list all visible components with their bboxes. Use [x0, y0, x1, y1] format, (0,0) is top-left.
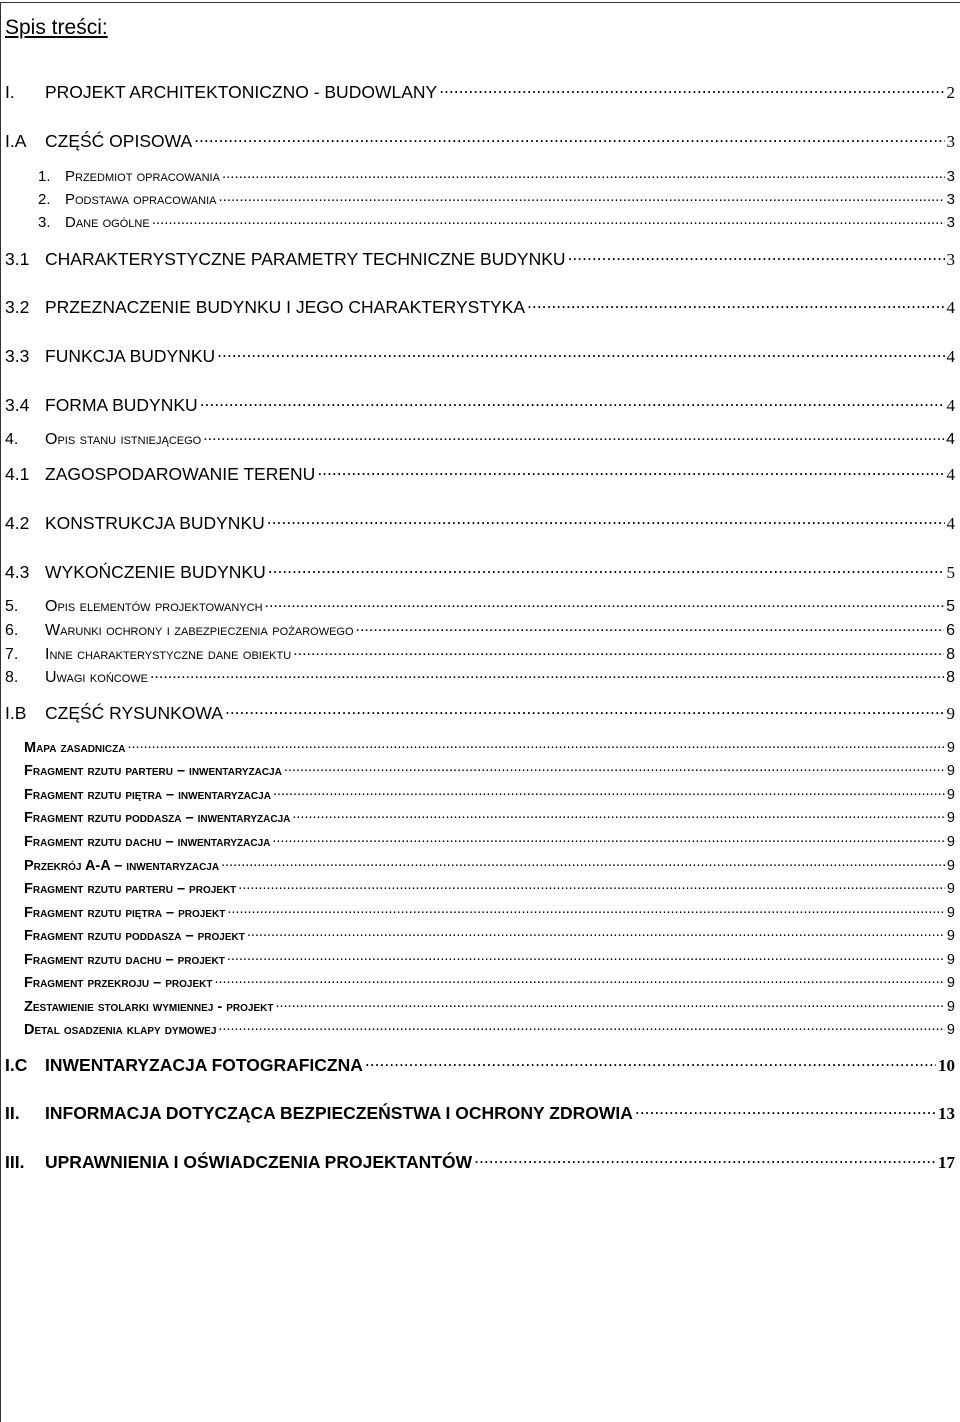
entry-text: Uwagi końcowe	[45, 669, 148, 686]
entry-text: Fragment rzutu dachu – inwentaryzacja	[24, 833, 271, 850]
entry-number: 5.	[5, 598, 19, 615]
dot-leader	[265, 595, 945, 611]
entry-text: Fragment rzutu piętra – projekt	[24, 904, 226, 921]
entry-page: 3	[946, 214, 955, 231]
dot-leader	[275, 996, 944, 1011]
dot-leader	[194, 129, 944, 147]
toc-title: Spis treści:	[5, 16, 108, 39]
dot-leader	[217, 344, 944, 362]
entry-page: 9	[946, 880, 955, 897]
toc-entry[interactable]	[38, 212, 955, 231]
entry-text: CZĘŚĆ RYSUNKOWA	[45, 702, 223, 723]
toc-entry[interactable]	[5, 511, 955, 534]
entry-page: 9	[946, 703, 955, 723]
entry-number: 8.	[5, 669, 19, 686]
entry-page: 3	[946, 249, 955, 269]
toc-entry[interactable]	[24, 949, 955, 968]
dot-leader	[527, 295, 944, 313]
dot-leader	[225, 701, 945, 719]
dot-leader	[293, 643, 944, 659]
entry-text: ZAGOSPODAROWANIE TERENU	[45, 463, 316, 484]
entry-number: II.	[5, 1102, 20, 1123]
entry-number: 4.1	[5, 463, 30, 484]
entry-text: Opis stanu istniejącego	[45, 431, 202, 448]
dot-leader	[222, 166, 945, 181]
entry-text: KONSTRUKCJA BUDYNKU	[45, 512, 265, 533]
entry-page: 9	[946, 1021, 955, 1038]
entry-text: Fragment rzutu poddasza – projekt	[24, 927, 245, 944]
dot-leader	[214, 972, 944, 987]
entry-page: 9	[946, 904, 955, 921]
entry-text: Przekrój A-A – inwentaryzacja	[24, 857, 220, 874]
entry-number: 3.2	[5, 296, 30, 317]
entry-number: I.B	[5, 702, 27, 723]
toc-entry[interactable]	[24, 902, 955, 921]
entry-text: Fragment przekroju – projekt	[24, 974, 213, 991]
dot-leader	[203, 428, 944, 444]
toc-entry[interactable]	[5, 666, 955, 687]
dot-leader	[272, 831, 945, 846]
toc-entry[interactable]	[5, 643, 955, 664]
dot-leader	[356, 619, 945, 635]
entry-page: 3	[946, 168, 955, 185]
entry-number: 3.1	[5, 248, 30, 269]
entry-page: 5	[946, 562, 955, 582]
toc-entry[interactable]	[5, 1150, 955, 1173]
entry-number: 1.	[38, 168, 51, 185]
dot-leader	[150, 666, 944, 682]
toc-entry[interactable]	[5, 619, 955, 640]
toc-entry[interactable]	[24, 760, 955, 779]
toc-entry[interactable]	[5, 344, 955, 367]
entry-text: Fragment rzutu dachu – projekt	[24, 951, 225, 968]
entry-number: 3.4	[5, 394, 30, 415]
entry-page: 10	[938, 1055, 955, 1075]
entry-text: Opis elementów projektowanych	[45, 598, 263, 615]
toc-entry[interactable]	[24, 855, 955, 874]
entry-text: Detal osadzenia klapy dymowej	[24, 1021, 217, 1038]
dot-leader	[284, 760, 945, 775]
dot-leader	[317, 462, 944, 480]
entry-number: 3.	[38, 214, 51, 231]
entry-text: Dane ogólne	[65, 214, 150, 231]
entry-page: 5	[946, 598, 955, 615]
toc-entry[interactable]	[24, 925, 955, 944]
dot-leader	[273, 784, 945, 799]
toc-entry[interactable]	[5, 129, 955, 152]
entry-text: INFORMACJA DOTYCZĄCA BEZPIECZEŃSTWA I OCHRONY ZDROWIA	[45, 1102, 633, 1123]
dot-leader	[200, 393, 945, 411]
entry-text: Zestawienie stolarki wymiennej - projekt	[24, 998, 274, 1015]
entry-text: Fragment rzutu parteru – inwentaryzacja	[24, 762, 282, 779]
dot-leader	[227, 902, 945, 917]
entry-page: 4	[946, 346, 955, 366]
entry-page: 4	[946, 464, 955, 484]
dot-leader	[439, 80, 944, 98]
entry-text: Mapa zasadnicza	[24, 739, 126, 756]
entry-text: FORMA BUDYNKU	[45, 394, 198, 415]
dot-leader	[221, 855, 945, 870]
toc-entry[interactable]	[38, 189, 955, 208]
toc-entry[interactable]	[5, 701, 955, 724]
toc-entry[interactable]	[24, 972, 955, 991]
entry-text: FUNKCJA BUDYNKU	[45, 345, 216, 366]
toc-entry[interactable]	[5, 393, 955, 416]
entry-number: I.C	[5, 1054, 28, 1075]
toc-entry[interactable]	[5, 1053, 955, 1076]
entry-page: 3	[946, 191, 955, 208]
toc-entry[interactable]	[5, 462, 955, 485]
entry-text: Warunki ochrony i zabezpieczenia pożarowego	[45, 622, 354, 639]
toc-entry[interactable]	[5, 295, 955, 318]
entry-number: 6.	[5, 622, 19, 639]
entry-number: 3.3	[5, 345, 30, 366]
entry-number: 2.	[38, 191, 51, 208]
entry-page: 9	[946, 998, 955, 1015]
entry-text: PRZEZNACZENIE BUDYNKU I JEGO CHARAKTERYSTYKA	[45, 296, 526, 317]
entry-page: 4	[946, 395, 955, 415]
entry-page: 4	[946, 431, 955, 448]
entry-page: 13	[938, 1103, 955, 1123]
entry-page: 9	[946, 786, 955, 803]
dot-leader	[152, 212, 945, 227]
toc-entry[interactable]	[24, 784, 955, 803]
toc-entry[interactable]	[5, 560, 955, 583]
entry-number: III.	[5, 1151, 25, 1172]
entry-text: CHARAKTERYSTYCZNE PARAMETRY TECHNICZNE BUDYNKU	[45, 248, 566, 269]
entry-page: 9	[946, 857, 955, 874]
dot-leader	[268, 560, 945, 578]
entry-page: 8	[946, 646, 955, 663]
entry-text: CZĘŚĆ OPISOWA	[45, 130, 193, 151]
toc-entry[interactable]	[24, 878, 955, 897]
toc-entry[interactable]	[38, 166, 955, 185]
entry-text: Fragment rzutu piętra – inwentaryzacja	[24, 786, 271, 803]
entry-text: UPRAWNIENIA I OŚWIADCZENIA PROJEKTANTÓW	[45, 1151, 473, 1172]
entry-page: 2	[946, 82, 955, 102]
dot-leader	[127, 737, 944, 752]
dot-leader	[267, 511, 945, 529]
entry-text: Przedmiot opracowania	[65, 168, 220, 185]
toc-entry[interactable]	[5, 80, 955, 103]
toc-entry[interactable]	[5, 428, 955, 449]
dot-leader	[238, 878, 945, 893]
entry-page: 3	[946, 131, 955, 151]
entry-text: Fragment rzutu poddasza – inwentaryzacja	[24, 809, 291, 826]
entry-page: 6	[946, 622, 955, 639]
dot-leader	[365, 1053, 936, 1071]
entry-text: INWENTARYZACJA FOTOGRAFICZNA	[45, 1054, 363, 1075]
entry-page: 9	[946, 974, 955, 991]
entry-page: 9	[946, 951, 955, 968]
toc-entry[interactable]	[5, 595, 955, 616]
entry-text: WYKOŃCZENIE BUDYNKU	[45, 561, 266, 582]
entry-text: Fragment rzutu parteru – projekt	[24, 880, 237, 897]
entry-number: I.	[5, 81, 15, 102]
entry-page: 4	[946, 297, 955, 317]
dot-leader	[218, 1019, 945, 1034]
dot-leader	[292, 807, 945, 822]
toc-entry[interactable]	[24, 1019, 955, 1038]
toc-entry[interactable]	[24, 807, 955, 826]
entry-page: 17	[938, 1152, 955, 1172]
dot-leader	[568, 247, 945, 265]
entry-number: 4.2	[5, 512, 30, 533]
entry-text: PROJEKT ARCHITEKTONICZNO - BUDOWLANY	[45, 81, 438, 102]
dot-leader	[474, 1150, 936, 1168]
entry-page: 9	[946, 762, 955, 779]
entry-number: 7.	[5, 646, 19, 663]
entry-page: 9	[946, 927, 955, 944]
dot-leader	[635, 1101, 936, 1119]
toc-entry[interactable]	[5, 247, 955, 270]
dot-leader	[247, 925, 945, 940]
toc-entry[interactable]	[24, 996, 955, 1015]
entry-number: I.A	[5, 130, 27, 151]
entry-page: 8	[946, 669, 955, 686]
dot-leader	[227, 949, 945, 964]
toc-entry[interactable]	[24, 831, 955, 850]
dot-leader	[218, 189, 944, 204]
entry-number: 4.3	[5, 561, 30, 582]
entry-page: 9	[946, 739, 955, 756]
entry-page: 9	[946, 809, 955, 826]
toc-entry[interactable]	[5, 1101, 955, 1124]
toc-entry[interactable]	[24, 737, 955, 756]
entry-page: 9	[946, 833, 955, 850]
entry-page: 4	[946, 513, 955, 533]
entry-text: Inne charakterystyczne dane obiektu	[45, 646, 292, 663]
entry-text: Podstawa opracowania	[65, 191, 217, 208]
entry-number: 4.	[5, 431, 19, 448]
